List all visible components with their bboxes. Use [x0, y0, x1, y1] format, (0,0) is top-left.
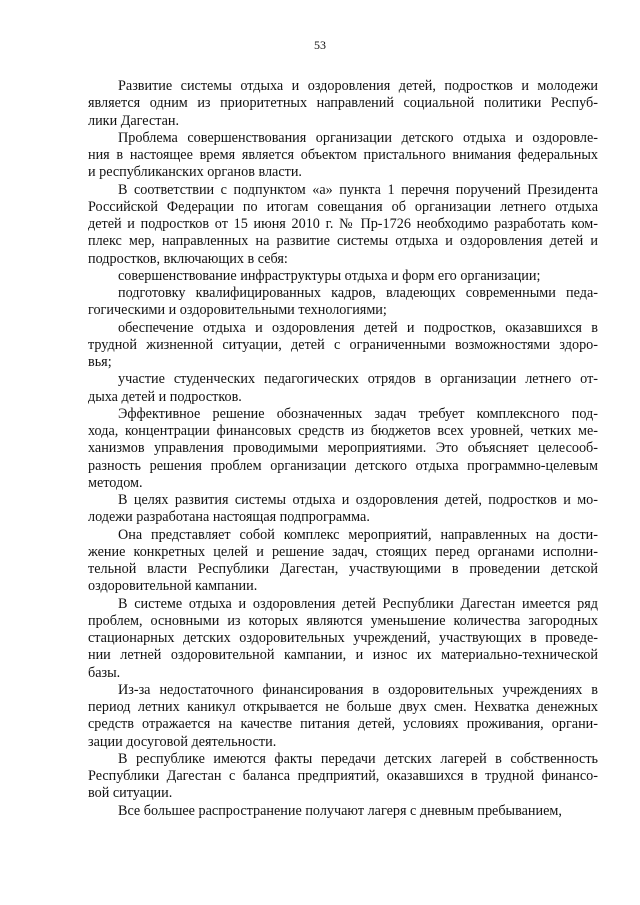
document-body: [88, 78, 598, 820]
paragraph-line: дыха детей и подростков.: [88, 388, 242, 405]
paragraph: [88, 320, 598, 372]
paragraph-line: детей и подростков от 15 июня 2010 г. № Пр-1726 необходимо разработать ком-: [88, 216, 598, 232]
paragraph-line: участие студенческих педагогических отрядов в организации летнего от-: [118, 371, 598, 388]
paragraph: [88, 182, 598, 268]
paragraph: [88, 285, 598, 320]
paragraph-line: В республике имеются факты передачи детских лагерей в собственность: [118, 750, 598, 767]
paragraph-line: тельной власти Республики Дагестан, участвующими в проведении детской: [88, 561, 598, 577]
paragraph-line: Все большее распространение получают лагеря с дневным пребыванием,: [118, 802, 562, 819]
paragraph: [88, 492, 598, 527]
paragraph-line: вой ситуации.: [88, 785, 173, 802]
paragraph-line: Эффективное решение обозначенных задач требует комплексного под-: [118, 405, 598, 422]
paragraph-line: Республики Дагестан с баланса предприятий, оказавшихся в трудной финансо-: [88, 768, 598, 784]
paragraph-line: проблем, основными из которых являются уменьшение количества загородных: [88, 612, 598, 629]
paragraph-line: Проблема совершенствования организации детского отдыха и оздоровле-: [118, 129, 598, 146]
paragraph-line: В целях развития системы отдыха и оздоровления детей, подростков и мо-: [118, 492, 598, 508]
paragraph: [88, 682, 598, 751]
paragraph: [88, 268, 598, 285]
paragraph-line: Российской Федерации по итогам совещания об организации летнего отдыха: [88, 198, 598, 215]
paragraph: [88, 803, 598, 820]
paragraph: [88, 596, 598, 682]
paragraph-line: совершенствование инфраструктуры отдыха и форм его организации;: [118, 267, 541, 284]
paragraph-line: подготовку квалифицированных кадров, владеющих современными педа-: [118, 285, 598, 301]
page-number: 53: [314, 38, 326, 52]
paragraph-line: оздоровительной кампании.: [88, 578, 258, 595]
paragraph: [88, 751, 598, 803]
paragraph: [88, 371, 598, 406]
paragraph-line: лодежи разработана настоящая подпрограмма.: [88, 509, 370, 526]
paragraph-line: период летних каникул открывается не больше двух смен. Нехватка денежных: [88, 699, 598, 715]
paragraph-line: Из-за недостаточного финансирования в оздоровительных учреждениях в: [118, 681, 598, 698]
paragraph: [88, 527, 598, 596]
paragraph-line: зации досуговой деятельности.: [88, 733, 277, 750]
paragraph-line: методом.: [88, 474, 143, 491]
paragraph-line: ния в настоящее время является объектом пристального внимания федеральных: [88, 147, 598, 163]
paragraph-line: вья;: [88, 354, 112, 370]
paragraph-line: средств отражается на качестве питания детей, условиях проживания, органи-: [88, 716, 598, 733]
paragraph-line: хода, концентрации финансовых средств из бюджетов всех уровней, четких ме-: [88, 423, 598, 439]
paragraph-line: является одним из приоритетных направлений социальной политики Респуб-: [88, 95, 598, 112]
paragraph-line: обеспечение отдыха и оздоровления детей и подростков, оказавшихся в: [118, 319, 598, 336]
paragraph-line: нии летней оздоровительной кампании, и износ их материально-технической: [88, 647, 598, 664]
paragraph-line: базы.: [88, 664, 121, 681]
paragraph-line: лики Дагестан.: [88, 112, 180, 129]
paragraph-line: трудной жизненной ситуации, детей с ограниченными возможностями здоро-: [88, 336, 598, 353]
paragraph: [88, 130, 598, 182]
paragraph-line: ханизмов управления проводимыми мероприятиями. Это объясняет целесооб-: [88, 440, 598, 457]
paragraph: [88, 406, 598, 492]
paragraph-line: В системе отдыха и оздоровления детей Республики Дагестан имеется ряд: [118, 595, 598, 612]
paragraph-line: жение конкретных целей и решение задач, стоящих перед органами исполни-: [88, 543, 598, 560]
paragraph-line: подростков, включающих в себя:: [88, 250, 288, 267]
paragraph-line: В соответствии с подпунктом «а» пункта 1 перечня поручений Президента: [118, 181, 598, 198]
paragraph: [88, 78, 598, 130]
paragraph-line: плекс мер, направленных на развитие системы отдыха и оздоровления детей и: [88, 233, 598, 250]
paragraph-line: Она представляет собой комплекс мероприятий, направленных на дости-: [118, 526, 598, 543]
paragraph-line: стационарных детских оздоровительных учреждений, участвующих в проведе-: [88, 630, 598, 646]
paragraph-line: разность решения проблем организации детского отдыха программно-целевым: [88, 457, 598, 474]
paragraph-line: гогическими и оздоровительными технологиями;: [88, 302, 387, 319]
paragraph-line: Развитие системы отдыха и оздоровления детей, подростков и молодежи: [118, 78, 598, 94]
paragraph-line: и республиканских органов власти.: [88, 164, 302, 181]
